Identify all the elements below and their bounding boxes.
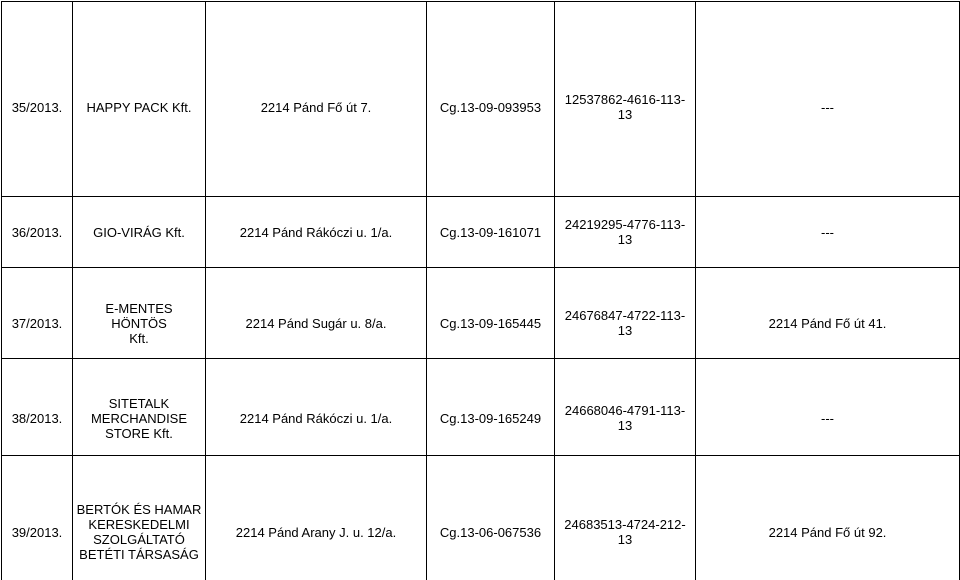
address-cell: 2214 Pánd Sugár u. 8/a. bbox=[206, 268, 427, 359]
site-cell: --- bbox=[696, 2, 960, 197]
site-cell: 2214 Pánd Fő út 92. bbox=[696, 456, 960, 580]
tax-number-cell: 24683513-4724-212-13 bbox=[555, 456, 696, 580]
table-row bbox=[2, 359, 960, 456]
site-cell: 2214 Pánd Fő út 41. bbox=[696, 268, 960, 359]
registry-number-cell: Cg.13-09-161071 bbox=[427, 197, 555, 268]
company-name-cell: GIO-VIRÁG Kft. bbox=[73, 197, 206, 268]
registry-number-cell: Cg.13-09-165445 bbox=[427, 268, 555, 359]
decision-number-cell: 36/2013. bbox=[2, 197, 73, 268]
registry-number-cell: Cg.13-06-067536 bbox=[427, 456, 555, 580]
decision-number-cell: 38/2013. bbox=[2, 359, 73, 456]
table-row bbox=[2, 268, 960, 359]
tax-number-cell: 24676847-4722-113-13 bbox=[555, 268, 696, 359]
table-row bbox=[2, 197, 960, 268]
decision-number-cell: 37/2013. bbox=[2, 268, 73, 359]
company-name-cell: SITETALK MERCHANDISE STORE Kft. bbox=[73, 359, 206, 456]
address-cell: 2214 Pánd Rákóczi u. 1/a. bbox=[206, 197, 427, 268]
table-row bbox=[2, 456, 960, 580]
site-cell: --- bbox=[696, 197, 960, 268]
address-cell: 2214 Pánd Fő út 7. bbox=[206, 2, 427, 197]
tax-number-cell: 24219295-4776-113-13 bbox=[555, 197, 696, 268]
address-cell: 2214 Pánd Arany J. u. 12/a. bbox=[206, 456, 427, 580]
decision-number-cell: 39/2013. bbox=[2, 456, 73, 580]
table-row bbox=[2, 2, 960, 197]
registry-number-cell: Cg.13-09-165249 bbox=[427, 359, 555, 456]
site-cell: --- bbox=[696, 359, 960, 456]
registry-number-cell: Cg.13-09-093953 bbox=[427, 2, 555, 197]
company-name-cell: HAPPY PACK Kft. bbox=[73, 2, 206, 197]
company-name-cell: E-MENTES HÖNTÖS Kft. bbox=[73, 268, 206, 359]
decision-number-cell: 35/2013. bbox=[2, 2, 73, 197]
tax-number-cell: 24668046-4791-113-13 bbox=[555, 359, 696, 456]
company-registry-table bbox=[1, 1, 960, 580]
company-name-cell: BERTÓK ÉS HAMAR KERESKEDELMI SZOLGÁLTATÓ BETÉTI TÁRSASÁG bbox=[73, 456, 206, 580]
tax-number-cell: 12537862-4616-113-13 bbox=[555, 2, 696, 197]
address-cell: 2214 Pánd Rákóczi u. 1/a. bbox=[206, 359, 427, 456]
